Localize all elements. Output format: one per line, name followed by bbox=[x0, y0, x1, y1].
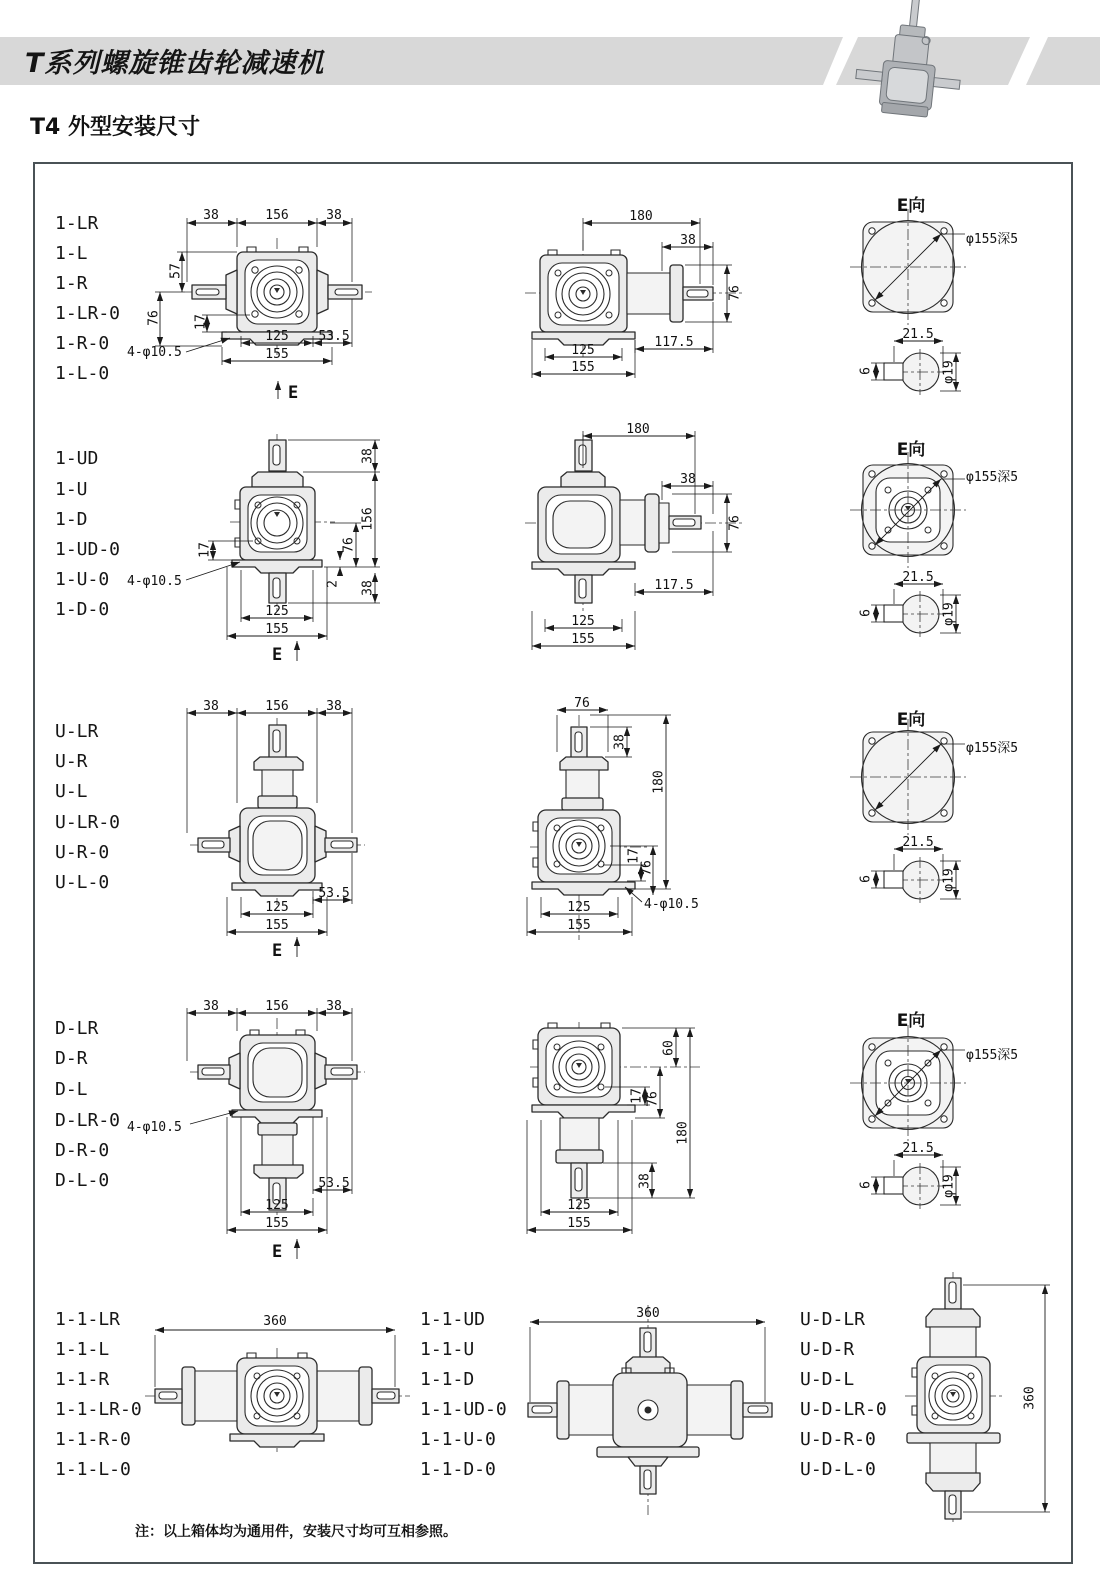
dim: 17 bbox=[193, 314, 209, 330]
dim: 6 bbox=[858, 875, 874, 883]
model-label: 1-R-0 bbox=[55, 333, 110, 354]
dim: 21.5 bbox=[902, 835, 934, 850]
dim: 76 bbox=[146, 310, 162, 326]
model-label: 1-1-LR bbox=[55, 1309, 121, 1330]
eview-title: E向 bbox=[896, 196, 926, 216]
model-label: 1-D bbox=[55, 509, 88, 530]
dim: φ19 bbox=[941, 1174, 957, 1198]
dim: 17 bbox=[629, 1088, 645, 1104]
dim: 38 bbox=[360, 448, 376, 464]
model-label: D-LR bbox=[55, 1018, 99, 1039]
dim: 2 bbox=[325, 580, 341, 588]
dim: 125 bbox=[265, 604, 289, 619]
dim: 156 bbox=[360, 507, 376, 531]
dim: 38 bbox=[612, 734, 628, 750]
dim: φ19 bbox=[941, 602, 957, 626]
model-label: 1-U bbox=[55, 479, 88, 500]
dim: 125 bbox=[265, 329, 289, 344]
eview-title: E向 bbox=[896, 440, 926, 460]
model-label: 1-1-L bbox=[55, 1339, 110, 1360]
model-label: D-LR-0 bbox=[55, 1110, 121, 1131]
dim: 125 bbox=[571, 614, 595, 629]
dim-holes: 4-φ10.5 bbox=[127, 345, 182, 360]
dim: 180 bbox=[651, 770, 667, 794]
dim: 53.5 bbox=[318, 329, 350, 344]
dim: 125 bbox=[567, 900, 591, 915]
dim: φ19 bbox=[941, 360, 957, 384]
model-label: U-L bbox=[55, 781, 88, 802]
model-label: U-D-L-0 bbox=[800, 1459, 876, 1480]
dim: 125 bbox=[265, 900, 289, 915]
dim: 6 bbox=[858, 1181, 874, 1189]
dim: 155 bbox=[571, 632, 595, 647]
model-label: 1-LR-0 bbox=[55, 303, 121, 324]
model-label: 1-L bbox=[55, 243, 88, 264]
series-title: T系列螺旋锥齿轮减速机 bbox=[25, 48, 325, 79]
dim: 180 bbox=[626, 422, 650, 437]
dim: 76 bbox=[574, 696, 590, 711]
model-label: U-D-LR bbox=[800, 1309, 866, 1330]
dim: 38 bbox=[680, 472, 696, 487]
dim: 38 bbox=[326, 999, 342, 1014]
dim: 155 bbox=[265, 1216, 289, 1231]
view-1ud-side bbox=[525, 431, 745, 650]
model-label: 1-1-L-0 bbox=[55, 1459, 131, 1480]
dim-holes: 4-φ10.5 bbox=[644, 897, 699, 912]
dim: 17 bbox=[197, 542, 213, 558]
model-label: 1-1-D-0 bbox=[420, 1459, 496, 1480]
dim: 76 bbox=[727, 515, 743, 531]
model-label: 1-UD-0 bbox=[55, 539, 121, 560]
dim: 360 bbox=[636, 1306, 660, 1321]
model-label: 1-1-D bbox=[420, 1369, 475, 1390]
view-direction-label: E bbox=[288, 383, 299, 403]
model-label: 1-R bbox=[55, 273, 88, 294]
dim-holes: 4-φ10.5 bbox=[127, 1120, 182, 1135]
view-11lr bbox=[145, 1330, 410, 1452]
view-direction-label: E bbox=[272, 941, 283, 961]
dim: 156 bbox=[265, 999, 289, 1014]
dim: 117.5 bbox=[654, 335, 694, 350]
dim: 38 bbox=[680, 233, 696, 248]
dim: 155 bbox=[571, 360, 595, 375]
model-label: 1-1-UD bbox=[420, 1309, 486, 1330]
dim: 60 bbox=[661, 1040, 677, 1056]
model-label: U-L-0 bbox=[55, 872, 110, 893]
model-label: 1-1-R-0 bbox=[55, 1429, 131, 1450]
dim: 53.5 bbox=[318, 1176, 350, 1191]
dim: 360 bbox=[263, 1314, 287, 1329]
dim: 76 bbox=[727, 285, 743, 301]
view-1lr-side bbox=[525, 218, 745, 378]
model-label: 1-1-U bbox=[420, 1339, 475, 1360]
dim: 155 bbox=[265, 918, 289, 933]
dim: 53.5 bbox=[318, 886, 350, 901]
model-label: U-D-R bbox=[800, 1339, 855, 1360]
dim: 76 bbox=[341, 537, 357, 553]
dim: 156 bbox=[265, 699, 289, 714]
dim: 38 bbox=[326, 699, 342, 714]
model-label: 1-UD bbox=[55, 448, 99, 469]
model-label: 1-1-R bbox=[55, 1369, 110, 1390]
view-direction-label: E bbox=[272, 1242, 283, 1262]
model-label: D-L-0 bbox=[55, 1170, 110, 1191]
model-label: 1-1-UD-0 bbox=[420, 1399, 507, 1420]
model-label: 1-D-0 bbox=[55, 599, 110, 620]
footnote: 注：以上箱体均为通用件，安装尺寸均可互相参照。 bbox=[135, 1524, 457, 1540]
dim: 38 bbox=[203, 699, 219, 714]
dim: 155 bbox=[265, 347, 289, 362]
model-label: 1-L-0 bbox=[55, 363, 110, 384]
page-title: T4 外型安装尺寸 bbox=[30, 115, 200, 140]
view-direction-label: E bbox=[272, 645, 283, 665]
model-label: D-R bbox=[55, 1048, 88, 1069]
model-label: 1-1-U-0 bbox=[420, 1429, 496, 1450]
model-label: D-R-0 bbox=[55, 1140, 110, 1161]
dim-spigot: φ155深5 bbox=[966, 741, 1019, 756]
model-label: U-D-LR-0 bbox=[800, 1399, 887, 1420]
dim: φ19 bbox=[941, 868, 957, 892]
dim: 76 bbox=[639, 860, 655, 876]
model-label: U-LR bbox=[55, 721, 99, 742]
dim: 156 bbox=[265, 208, 289, 223]
dim: 360 bbox=[1022, 1386, 1038, 1410]
dim: 21.5 bbox=[902, 1141, 934, 1156]
dim: 155 bbox=[567, 918, 591, 933]
model-label: U-D-R-0 bbox=[800, 1429, 876, 1450]
eview-title: E向 bbox=[896, 1011, 926, 1031]
model-label: U-LR-0 bbox=[55, 812, 121, 833]
model-label: 1-U-0 bbox=[55, 569, 110, 590]
dim: 38 bbox=[203, 999, 219, 1014]
dim: 180 bbox=[629, 209, 653, 224]
view-11ud bbox=[528, 1305, 772, 1515]
dim: 180 bbox=[675, 1121, 691, 1145]
dim: 155 bbox=[567, 1216, 591, 1231]
model-label: U-R bbox=[55, 751, 88, 772]
dim: 38 bbox=[637, 1173, 653, 1189]
dim: 21.5 bbox=[902, 570, 934, 585]
eview-title: E向 bbox=[896, 710, 926, 730]
model-label: U-D-L bbox=[800, 1369, 855, 1390]
dim: 117.5 bbox=[654, 578, 694, 593]
view-1lr-front bbox=[155, 218, 372, 399]
dim: 38 bbox=[360, 580, 376, 596]
model-label: D-L bbox=[55, 1079, 88, 1100]
dim: 21.5 bbox=[902, 327, 934, 342]
dim: 38 bbox=[326, 208, 342, 223]
dim: 38 bbox=[203, 208, 219, 223]
model-label: 1-1-LR-0 bbox=[55, 1399, 142, 1420]
dim: 6 bbox=[858, 367, 874, 375]
dim: 76 bbox=[645, 1091, 661, 1107]
dim-spigot: φ155深5 bbox=[966, 232, 1019, 247]
dim-holes: 4-φ10.5 bbox=[127, 574, 182, 589]
dim: 125 bbox=[567, 1198, 591, 1213]
dim: 125 bbox=[265, 1198, 289, 1213]
dim-spigot: φ155深5 bbox=[966, 470, 1019, 485]
dim-spigot: φ155深5 bbox=[966, 1048, 1019, 1063]
model-label: 1-LR bbox=[55, 213, 99, 234]
dim: 57 bbox=[168, 263, 184, 279]
dim: 17 bbox=[626, 848, 642, 864]
dim: 125 bbox=[571, 343, 595, 358]
model-label: U-R-0 bbox=[55, 842, 110, 863]
dim: 155 bbox=[265, 622, 289, 637]
dim: 6 bbox=[858, 609, 874, 617]
